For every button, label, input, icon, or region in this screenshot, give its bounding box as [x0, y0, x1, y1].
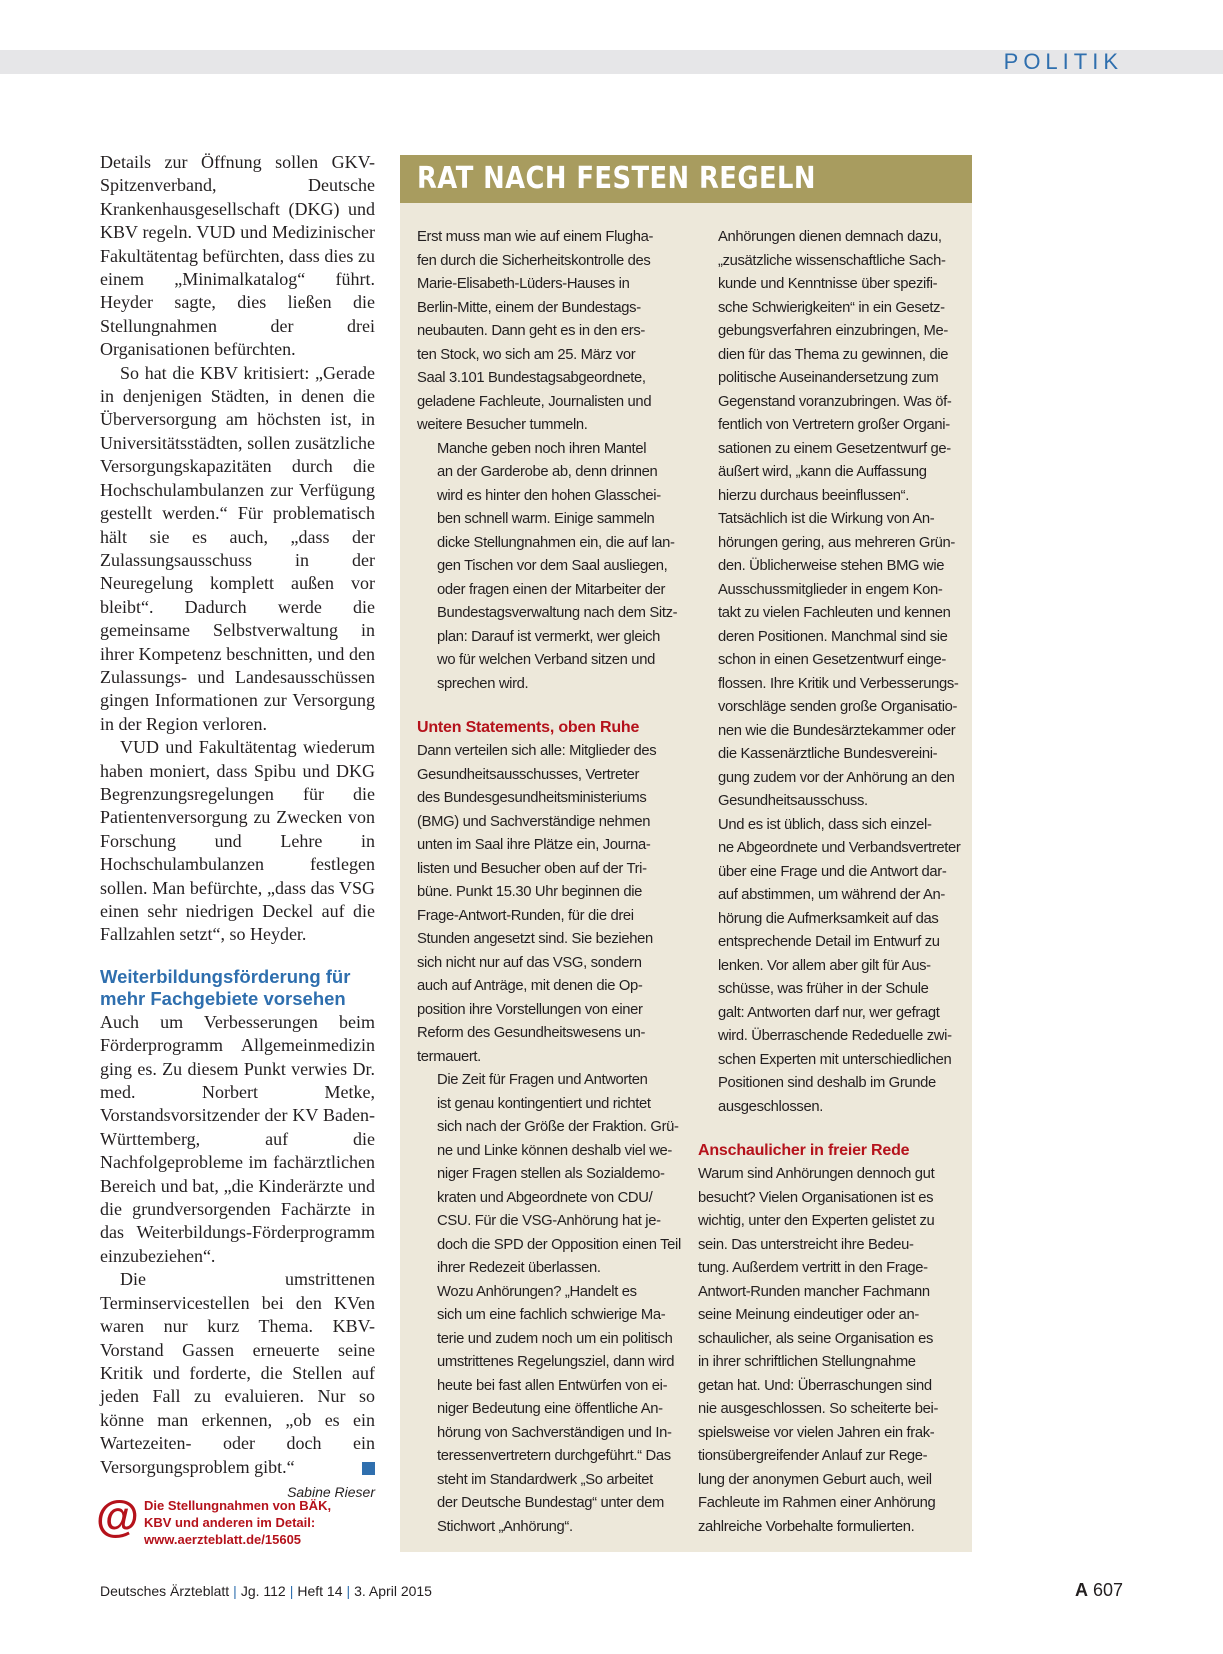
text-line: gung zudem vor der Anhörung an den [718, 769, 955, 786]
text-line: Erst muss man wie auf einem Flugha- [417, 229, 654, 245]
text-line: hörungen gering, aus mehreren Grün- [718, 534, 955, 551]
text-line: gebungsverfahren einzubringen, Me- [718, 323, 948, 339]
text-line: Tatsächlich ist die Wirkung von An- [718, 511, 935, 527]
text-line: spielsweise vor vielen Jahren ein frak- [698, 1424, 935, 1441]
text-line: Gesundheitsausschusses, Vertreter [417, 766, 640, 783]
text-line: schen Experten mit unterschiedlichen [718, 1051, 952, 1068]
text-line: wo für welchen Verband sitzen und [437, 652, 655, 668]
box-subheading: Anschaulicher in freier Rede [698, 1142, 910, 1159]
paragraph: So hat die KBV kritisiert: „Gerade in denjenigen Städten, in denen die Überversorgung am höchsten ist, in Universitätsstädten, sollen zusätzliche Versorgungskapazitäten durch die Hochschulambulanzen zur Verfügung gestellt werden.“ Für problematisch hält sie es auch, „dass der Zulassungsausschuss in der Neuregelung komplett außen vor bleibt“. Dadurch werde die gemeinsame Selbstverwaltung in ihrer Kompetenz beschnitten, und den Zulassungs- und Landesausschüssen gingen Informationen zur Versorgung in der Region verloren. [100, 362, 375, 734]
text-line: ne Abgeordnete und Verbandsvertreter [718, 840, 961, 856]
web-note [96, 1492, 386, 1549]
text-line: gen Tischen vor dem Saal ausliegen, [437, 558, 668, 574]
box-paragraph [698, 1163, 956, 1539]
footer [100, 1583, 432, 1599]
text-line: unten im Saal ihre Plätze ein, Journa- [417, 837, 651, 853]
text-line: tung. Außerdem vertritt in den Frage- [698, 1260, 928, 1276]
text-line: niger Bedeutung eine öffentliche An- [437, 1401, 663, 1417]
text-line: zahlreiche Vorbehalte formulierten. [698, 1518, 915, 1535]
box-title: RAT NACH FESTEN REGELN [417, 161, 816, 196]
text-line: hörung von Sachverständigen und In- [437, 1424, 672, 1441]
text-line: Anhörungen dienen demnach dazu, [718, 229, 942, 245]
text-line: fen durch die Sicherheitskontrolle des [417, 252, 651, 269]
box-paragraph [698, 226, 956, 508]
text-line: steht im Standardwerk „So arbeitet [437, 1471, 653, 1488]
paragraph-text: Die umstrittenen Terminservicestellen bei den KVen waren nur kurz Thema. KBV-Vorstand Gassen erneuerte seine Kritik und forderte, die Stellen auf jeden Fall zu evaluieren. Nur so könne man erkennen, „ob es ein Wartezeiten- oder doch ein Versorgungsproblem gibt.“ [100, 1269, 375, 1477]
text-line: besucht? Vielen Organisationen ist es [698, 1189, 934, 1206]
web-note-line: Die Stellungnahmen von BÄK, [144, 1498, 332, 1513]
box-paragraph [417, 1281, 675, 1540]
text-line: geladene Fachleute, Journalisten und [417, 393, 652, 410]
text-line: sationen zu einem Gesetzentwurf ge- [718, 440, 951, 457]
text-line: tionsübergreifender Anlauf zur Rege- [698, 1448, 928, 1464]
text-line: nie ausgeschlossen. So scheiterte bei- [698, 1401, 939, 1417]
text-line: neubauten. Dann geht es in den ers- [417, 323, 645, 339]
text-line: schüsse, was früher in der Schule [718, 981, 929, 997]
text-line: termauert. [417, 1048, 481, 1065]
text-line: ne und Linke können deshalb viel we- [437, 1142, 673, 1159]
text-line: sich um eine fachlich schwierige Ma- [437, 1307, 666, 1323]
text-line: Antwort-Runden mancher Fachmann [698, 1283, 930, 1300]
text-line: Fachleute im Rahmen einer Anhörung [698, 1495, 936, 1511]
subheading: Weiterbildungsförderung für mehr Fachgebiete vorsehen [100, 965, 351, 1009]
at-icon: @ [96, 1492, 139, 1541]
text-line: kunde und Kenntnisse über spezifi- [718, 276, 938, 292]
author: Sabine Rieser [287, 1483, 375, 1500]
text-line: ist genau kontingentiert und richtet [437, 1095, 651, 1112]
text-line: ausgeschlossen. [718, 1098, 823, 1115]
box-paragraph [698, 508, 959, 814]
text-line: Positionen sind deshalb im Grunde [718, 1075, 936, 1091]
text-line: sche Schwierigkeiten“ in ein Gesetz- [718, 299, 945, 316]
text-line: getan hat. Und: Überraschungen sind [698, 1377, 932, 1394]
text-line: terie und zudem noch um ein politisch [437, 1330, 673, 1347]
left-column [100, 151, 375, 1502]
text-line: takt zu vielen Fachleuten und kennen [718, 605, 951, 621]
text-line: Dann verteilen sich alle: Mitglieder des [417, 743, 657, 759]
journal-name: Deutsches Ärzteblatt [100, 1583, 230, 1599]
box-paragraph [698, 814, 961, 1120]
text-line: hörung die Aufmerksamkeit auf das [718, 910, 939, 927]
text-line: oder fragen einen der Mitarbeiter der [437, 581, 666, 598]
paragraph-last [100, 1268, 375, 1479]
text-line: Berlin-Mitte, einem der Bundestags- [417, 299, 641, 316]
separator: | [289, 1583, 294, 1599]
text-line: den. Üblicherweise stehen BMG wie [718, 558, 945, 574]
text-line: Die Zeit für Fragen und Antworten [437, 1072, 648, 1088]
text-line: Wozu Anhörungen? „Handelt es [437, 1283, 637, 1300]
text-line: weitere Besucher tummeln. [417, 417, 588, 433]
info-box [400, 155, 972, 1552]
text-line: position ihre Vorstellungen von einer [417, 1001, 643, 1018]
text-line: listen und Besucher oben auf der Tri- [417, 860, 647, 877]
text-line: in ihrer schriftlichen Stellungnahme [698, 1354, 916, 1370]
text-line: wird. Überraschende Rededuelle zwi- [718, 1028, 952, 1044]
page-number [1075, 1580, 1123, 1601]
text-line: auf abstimmen, um während der An- [718, 887, 945, 903]
text-line: deren Positionen. Manchmal sind sie [718, 628, 948, 645]
web-note-url[interactable]: www.aerzteblatt.de/15605 [144, 1532, 302, 1547]
text-line: teressenvertretern durchgeführt.“ Das [437, 1448, 671, 1464]
text-line: an der Garderobe ab, denn drinnen [437, 464, 658, 480]
text-line: Stichwort „Anhörung“. [437, 1518, 573, 1535]
text-line: Und es ist üblich, dass sich einzel- [718, 816, 932, 833]
text-line: galt: Antworten darf nur, wer gefragt [718, 1004, 940, 1021]
text-line: doch die SPD der Opposition einen Teil [437, 1236, 681, 1253]
text-line: flossen. Ihre Kritik und Verbesserungs- [718, 675, 959, 692]
text-line: CSU. Für die VSG-Anhörung hat je- [437, 1213, 661, 1229]
page-number-value: 607 [1092, 1580, 1123, 1600]
box-paragraph [417, 226, 675, 438]
text-line: büne. Punkt 15.30 Uhr beginnen die [417, 884, 643, 900]
text-line: hierzu durchaus beeinflussen“. [718, 487, 910, 504]
paragraph: Auch um Verbesserungen beim Förderprogramm Allgemeinmedizin ging es. Zu diesem Punkt verwies Dr. med. Norbert Metke, Vorstandsvorsitzender der KV Baden-Württemberg, auf die Nachfolgeprobleme im fachärztlichen Bereich und bat, „die Kinderärzte und die grundversorgenden Fachärzte in das Weiterbildungs-Förderprogramm einzubeziehen“. [100, 1011, 375, 1266]
text-line: seine Meinung eindeutiger oder an- [698, 1307, 919, 1323]
text-line: nen wie die Bundesärztekammer oder [718, 722, 956, 739]
text-line: die Kassenärztliche Bundesvereini- [718, 746, 938, 762]
box-paragraph [417, 1069, 681, 1281]
text-line: schaulicher, als seine Organisation es [698, 1330, 934, 1347]
text-line: Stunden angesetzt sind. Sie beziehen [417, 931, 653, 947]
text-line: wichtig, unter den Experten gelistet zu [698, 1213, 935, 1229]
separator: | [233, 1583, 237, 1599]
box-column-1 [417, 226, 681, 1539]
text-line: politische Auseinandersetzung zum [718, 370, 939, 386]
web-note-line: KBV und anderen im Detail: [144, 1515, 316, 1530]
text-line: Reform des Gesundheitswesens un- [417, 1025, 646, 1041]
text-line: entsprechende Detail im Entwurf zu [718, 934, 940, 950]
text-line: plan: Darauf ist vermerkt, wer gleich [437, 628, 661, 645]
text-line: Warum sind Anhörungen dennoch gut [698, 1166, 935, 1182]
text-line: umstrittenes Regelungsziel, dann wird [437, 1354, 675, 1370]
text-line: Bundestagsverwaltung nach dem Sitz- [437, 605, 678, 621]
text-line: dien für das Thema zu gewinnen, die [718, 346, 949, 363]
box-paragraph [417, 438, 678, 697]
paragraph: Details zur Öffnung sollen GKV-Spitzenverband, Deutsche Krankenhausgesellschaft (DKG) und KBV regeln. VUD und Medizinischer Fakultätentag befürchten, dass dies zu einem „Minimalkatalog“ führt. Heyder sagte, dies ließen die Stellungnahmen der drei Organisationen befürchten. [100, 152, 375, 360]
text-line: lenken. Vor allem aber gilt für Aus- [718, 957, 931, 974]
text-line: lung der anonymen Geburt auch, weil [698, 1471, 932, 1488]
web-note-text [144, 1497, 384, 1548]
text-line: „zusätzliche wissenschaftliche Sach- [718, 252, 946, 269]
text-line: fentlich von Vertretern großer Organi- [718, 417, 950, 433]
text-line: Ausschussmitglieder in engem Kon- [718, 581, 943, 598]
text-line: sein. Das unterstreicht ihre Bedeu- [698, 1236, 914, 1253]
text-line: schon in einen Gesetzentwurf einge- [718, 652, 946, 668]
text-line: sprechen wird. [437, 675, 529, 692]
box-header [400, 155, 972, 203]
box-paragraph [417, 740, 675, 1069]
text-line: (BMG) und Sachverständige nehmen [417, 813, 651, 830]
paragraph: VUD und Fakultätentag wiederum haben moniert, dass Spibu und DKG Begrenzungsregelungen für die Patientenversorgung zu Zwecken von Forschung und Lehre in Hochschulambulanzen festlegen sollen. Man befürchte, „dass das VSG einen sehr niedrigen Deckel auf die Fallzahlen setzt“, so Heyder. [100, 737, 375, 945]
end-mark [362, 1462, 375, 1475]
text-line: sich nach der Größe der Fraktion. Grü- [437, 1119, 679, 1135]
text-line: kraten und Abgeordnete von CDU/ [437, 1189, 653, 1206]
text-line: niger Fragen stellen als Sozialdemo- [437, 1166, 665, 1182]
text-line: ihrer Redezeit überlassen. [437, 1260, 601, 1276]
text-line: ten Stock, wo sich am 25. März vor [417, 346, 636, 363]
text-line: der Deutsche Bundestag“ unter dem [437, 1495, 664, 1511]
issue: Heft 14 [297, 1583, 343, 1599]
text-line: sich nicht nur auf das VSG, sondern [417, 954, 642, 971]
text-line: Frage-Antwort-Runden, für die drei [417, 907, 634, 924]
text-line: dicke Stellungnahmen ein, die auf lan- [437, 534, 675, 551]
date: 3. April 2015 [354, 1583, 432, 1599]
text-line: Gesundheitsausschuss. [718, 793, 868, 809]
text-line: heute bei fast allen Entwürfen von ei- [437, 1377, 668, 1394]
text-line: vorschläge senden große Organisatio- [718, 699, 958, 715]
page-prefix: A [1074, 1580, 1088, 1600]
box-column-2 [698, 226, 961, 1539]
text-line: Marie-Elisabeth-Lüders-Hauses in [417, 276, 630, 292]
text-line: Saal 3.101 Bundestagsabgeordnete, [417, 370, 646, 386]
text-line: wird es hinter den hohen Glasschei- [437, 487, 661, 504]
text-line: Manche geben noch ihren Mantel [437, 440, 647, 457]
volume: Jg. 112 [240, 1583, 286, 1599]
text-line: ben schnell warm. Einige sammeln [437, 511, 655, 527]
text-line: auch auf Anträge, mit denen die Op- [417, 978, 643, 994]
text-line: über eine Frage und die Antwort dar- [718, 863, 947, 880]
section-label: POLITIK [1003, 49, 1123, 74]
separator: | [346, 1583, 351, 1599]
text-line: des Bundesgesundheitsministeriums [417, 790, 647, 806]
box-subheading: Unten Statements, oben Ruhe [417, 719, 640, 736]
text-line: äußert wird, „kann die Auffassung [718, 464, 927, 480]
text-line: Gegenstand voranzubringen. Was öf- [718, 393, 952, 410]
